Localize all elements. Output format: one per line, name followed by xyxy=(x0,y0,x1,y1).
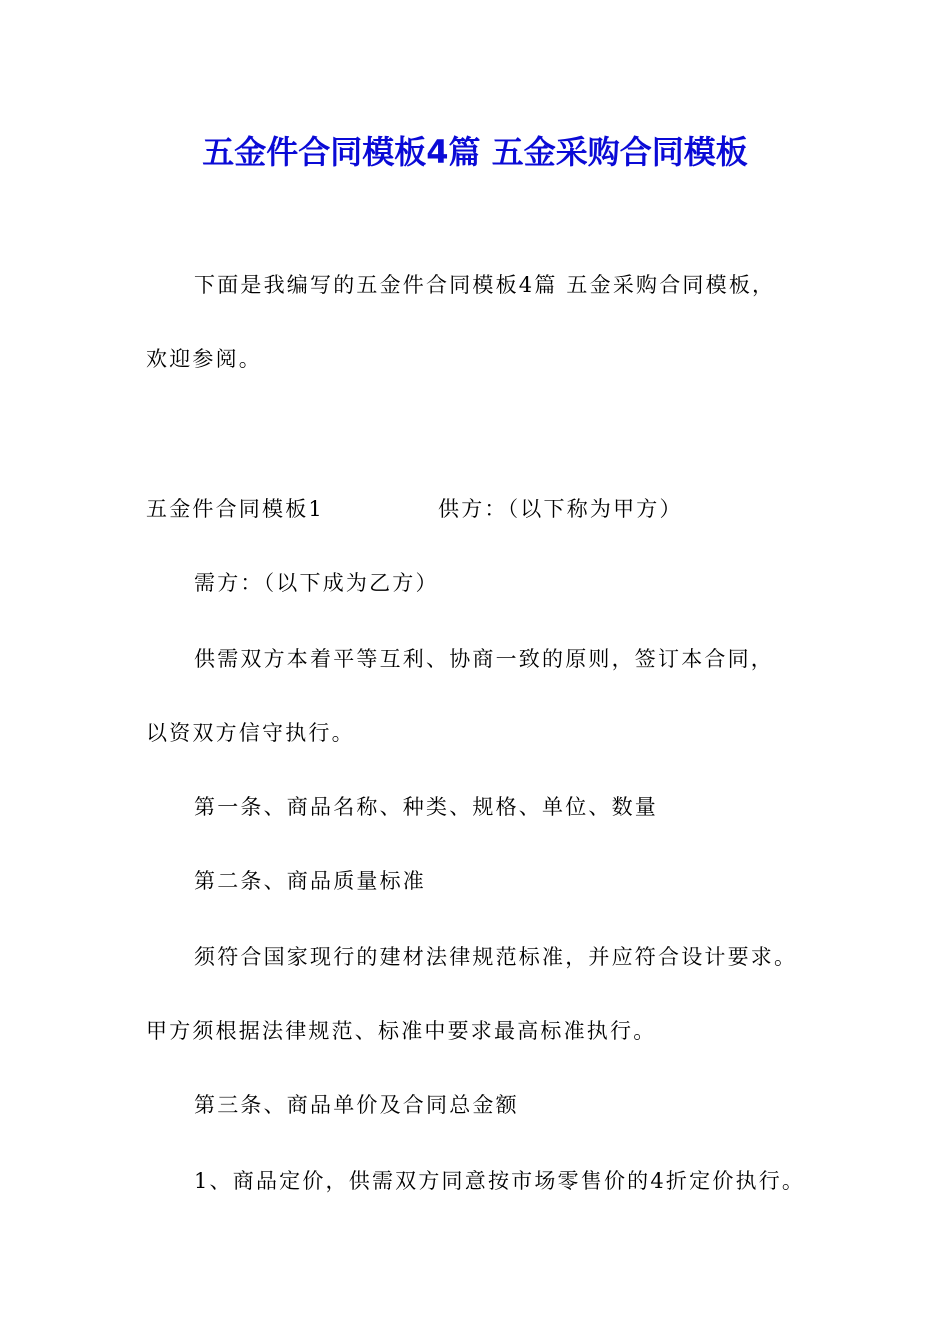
supplier-line: 供方：（以下称为甲方） xyxy=(438,497,683,521)
buyer-line: 需方：（以下成为乙方） xyxy=(194,571,439,595)
article-3-heading: 第三条、商品单价及合同总金额 xyxy=(194,1093,519,1117)
article-2-heading: 第二条、商品质量标准 xyxy=(194,869,426,893)
intro-paragraph-line-1: 下面是我编写的五金件合同模板4篇 五金采购合同模板， xyxy=(194,273,776,297)
pricing-item-1: 1、商品定价，供需双方同意按市场零售价的4折定价执行。 xyxy=(194,1169,806,1193)
intro-paragraph-line-2: 欢迎参阅。 xyxy=(146,347,262,371)
article-1-heading: 第一条、商品名称、种类、规格、单位、数量 xyxy=(194,795,658,819)
section-heading: 五金件合同模板1 xyxy=(146,497,324,521)
quality-paragraph-line-1: 须符合国家现行的建材法律规范标准，并应符合设计要求。 xyxy=(194,945,798,969)
quality-paragraph-line-2: 甲方须根据法律规范、标准中要求最高标准执行。 xyxy=(146,1019,657,1043)
principle-paragraph-line-2: 以资双方信守执行。 xyxy=(146,721,355,745)
section-heading-row xyxy=(146,494,906,524)
document-title: 五金件合同模板4篇 五金采购合同模板 xyxy=(202,133,748,171)
principle-paragraph-line-1: 供需双方本着平等互利、协商一致的原则，签订本合同， xyxy=(194,647,774,671)
